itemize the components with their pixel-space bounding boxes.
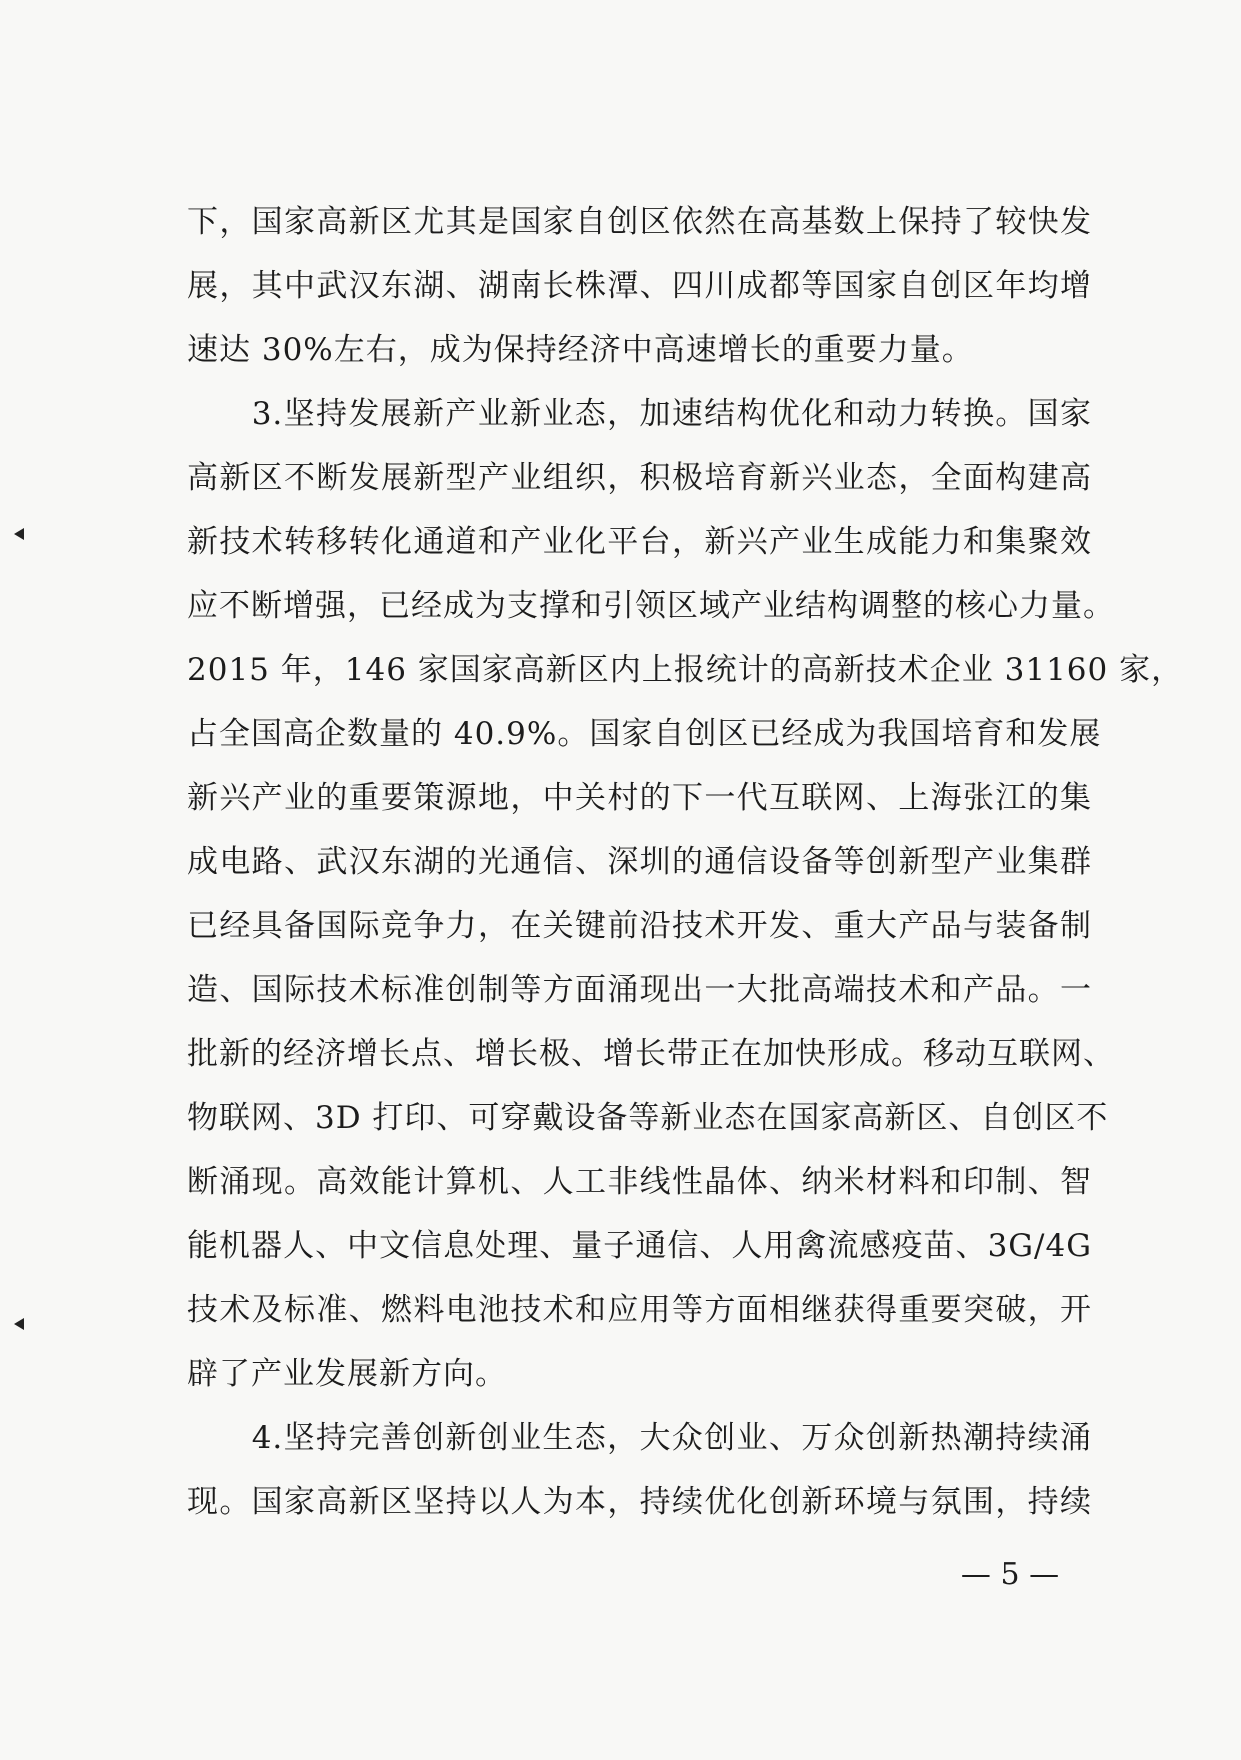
text-line: 断涌现。高效能计算机、人工非线性晶体、纳米材料和印制、智	[187, 1164, 1092, 1200]
page-number: — 5 —	[960, 1557, 1060, 1592]
text-line: 速达 30%左右，成为保持经济中高速增长的重要力量。	[187, 332, 974, 368]
text-line: 展，其中武汉东湖、湖南长株潭、四川成都等国家自创区年均增	[187, 268, 1092, 304]
text-line: 辟了产业发展新方向。	[187, 1356, 507, 1392]
text-line: 技术及标准、燃料电池技术和应用等方面相继获得重要突破，开	[187, 1292, 1092, 1328]
text-line: 下，国家高新区尤其是国家自创区依然在高基数上保持了较快发	[187, 204, 1092, 240]
paragraph-heading-line: 3.坚持发展新产业新业态，加速结构优化和动力转换。国家	[187, 396, 1092, 432]
text-line: 物联网、3D 打印、可穿戴设备等新业态在国家高新区、自创区不	[187, 1100, 1109, 1136]
body-text	[187, 190, 1184, 1534]
paragraph-heading-line: 4.坚持完善创新创业生态，大众创业、万众创新热潮持续涌	[187, 1420, 1092, 1456]
text-line: 现。国家高新区坚持以人为本，持续优化创新环境与氛围，持续	[187, 1484, 1092, 1520]
text-line: 已经具备国际竞争力，在关键前沿技术开发、重大产品与装备制	[187, 908, 1092, 944]
text-line: 批新的经济增长点、增长极、增长带正在加快形成。移动互联网、	[187, 1036, 1115, 1072]
text-line: 高新区不断发展新型产业组织，积极培育新兴业态，全面构建高	[187, 460, 1092, 496]
text-line: 新技术转移转化通道和产业化平台，新兴产业生成能力和集聚效	[187, 524, 1092, 560]
text-line: 能机器人、中文信息处理、量子通信、人用禽流感疫苗、3G/4G	[187, 1228, 1092, 1264]
text-line: 应不断增强，已经成为支撑和引领区域产业结构调整的核心力量。	[187, 588, 1115, 624]
text-line: 占全国高企数量的 40.9%。国家自创区已经成为我国培育和发展	[187, 716, 1102, 752]
text-line: 成电路、武汉东湖的光通信、深圳的通信设备等创新型产业集群	[187, 844, 1092, 880]
text-line: 新兴产业的重要策源地，中关村的下一代互联网、上海张江的集	[187, 780, 1092, 816]
text-line: 2015 年，146 家国家高新区内上报统计的高新技术企业 31160 家，	[187, 652, 1184, 688]
binding-mark-bottom	[14, 1318, 24, 1330]
text-line: 造、国际技术标准创制等方面涌现出一大批高端技术和产品。一	[187, 972, 1092, 1008]
binding-mark-top	[14, 528, 24, 540]
